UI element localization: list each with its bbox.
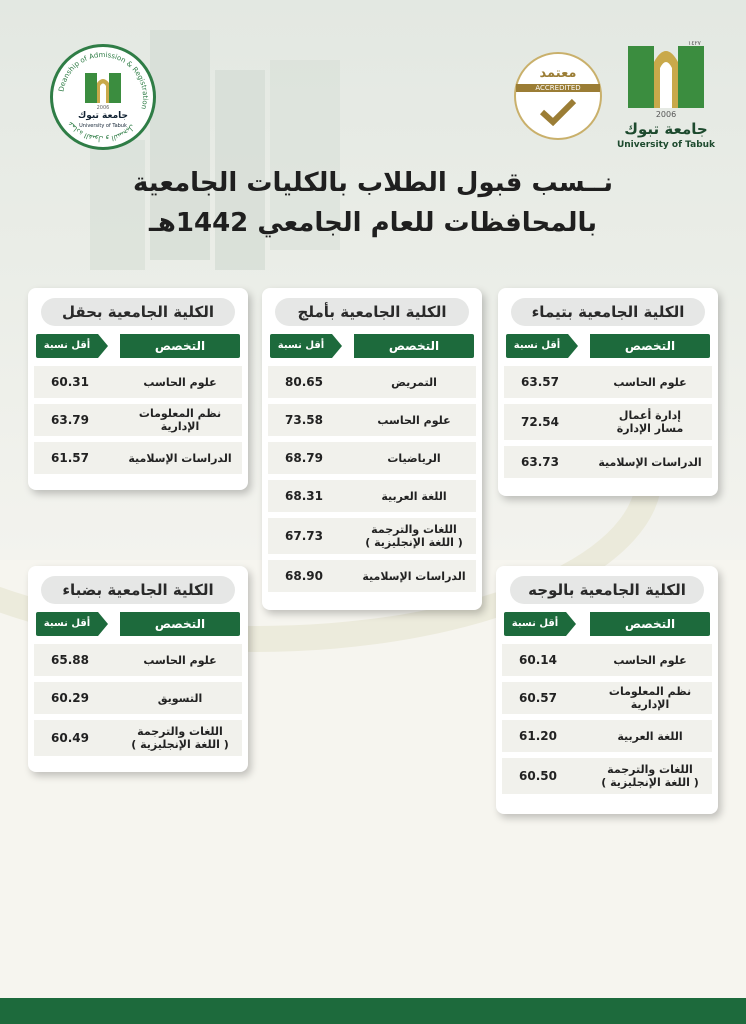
college-name: الكلية الجامعية بضباء <box>41 576 235 604</box>
table-row <box>502 682 712 714</box>
min-rate-value: 68.90 <box>285 569 323 583</box>
min-rate-value: 63.57 <box>521 375 559 389</box>
major-name: علوم الحاسب <box>143 653 217 667</box>
min-rate-header: أقل نسبة <box>36 334 98 358</box>
deanship-ring-arabic: عمادة القبول و التسجيل <box>65 119 137 144</box>
table-row <box>504 446 712 478</box>
major-header: التخصص <box>120 334 240 358</box>
min-rate-value: 60.31 <box>51 375 89 389</box>
min-rate-header: أقل نسبة <box>504 612 566 636</box>
table-row <box>504 366 712 398</box>
table-row <box>34 442 242 474</box>
min-rate-header: أقل نسبة <box>36 612 98 636</box>
accredited-english: ACCREDITED <box>516 84 600 92</box>
table-row <box>34 682 242 714</box>
major-name: اللغة العربية <box>381 489 447 503</box>
min-rate-header: أقل نسبة <box>270 334 332 358</box>
major-name: التسويق <box>157 691 203 705</box>
table-row <box>502 758 712 794</box>
major-name: اللغات والترجمة ( اللغة الإنجليزية ) <box>365 523 463 549</box>
major-name: علوم الحاسب <box>377 413 451 427</box>
min-rate-value: 80.65 <box>285 375 323 389</box>
university-arabic-name: جامعة تبوك <box>624 120 708 138</box>
college-name: الكلية الجامعية بالوجه <box>510 576 704 604</box>
table-header <box>270 334 474 358</box>
college-name: الكلية الجامعية بحقل <box>41 298 235 326</box>
min-rate-value: 73.58 <box>285 413 323 427</box>
min-rate-value: 60.29 <box>51 691 89 705</box>
table-row <box>268 480 476 512</box>
major-header: التخصص <box>590 612 710 636</box>
table-header <box>506 334 710 358</box>
college-name: الكلية الجامعية بأملج <box>275 298 469 326</box>
table-row <box>268 442 476 474</box>
min-rate-value: 68.31 <box>285 489 323 503</box>
table-header <box>36 612 240 636</box>
major-name: الدراسات الإسلامية <box>128 451 232 465</box>
min-rate-value: 68.79 <box>285 451 323 465</box>
min-rate-value: 72.54 <box>521 415 559 429</box>
accredited-arabic: معتمد <box>539 66 577 81</box>
min-rate-value: 61.57 <box>51 451 89 465</box>
university-hijri-year: ١٤٢٧ <box>688 40 701 47</box>
college-card-umluj <box>262 288 482 610</box>
major-name: اللغة العربية <box>617 729 683 743</box>
deanship-year: 2006 <box>96 105 110 111</box>
table-row <box>504 404 712 440</box>
min-rate-value: 65.88 <box>51 653 89 667</box>
accredited-seal <box>514 52 602 140</box>
min-rate-value: 61.20 <box>519 729 557 743</box>
college-card-duba <box>28 566 248 772</box>
major-name: علوم الحاسب <box>613 375 687 389</box>
min-rate-value: 60.14 <box>519 653 557 667</box>
university-gate-icon <box>85 73 121 103</box>
college-card-alwajh <box>496 566 718 814</box>
major-name: الدراسات الإسلامية <box>598 455 702 469</box>
deanship-university-name: University of Tabuk <box>79 123 127 129</box>
deanship-logo <box>50 44 156 150</box>
table-row <box>268 518 476 554</box>
deanship-ring-english: Deanship of Admission & Registration <box>57 50 150 111</box>
table-row <box>34 404 242 436</box>
checkmark-icon <box>538 98 578 126</box>
major-name: الدراسات الإسلامية <box>362 569 466 583</box>
college-name: الكلية الجامعية بتيماء <box>511 298 705 326</box>
background-building <box>90 140 145 270</box>
university-year: 2006 <box>655 110 677 119</box>
major-name: نظم المعلومات الإدارية <box>608 685 692 711</box>
table-header <box>504 612 710 636</box>
major-name: اللغات والترجمة ( اللغة الإنجليزية ) <box>601 763 699 789</box>
major-header: التخصص <box>120 612 240 636</box>
min-rate-header: أقل نسبة <box>506 334 568 358</box>
deanship-arabic-name: جامعة تبوك <box>77 111 129 121</box>
min-rate-value: 63.73 <box>521 455 559 469</box>
footer-bar <box>0 998 746 1024</box>
major-name: الرياضيات <box>387 451 441 465</box>
major-name: نظم المعلومات الإدارية <box>138 407 222 433</box>
page-title: نــسب قبول الطلاب بالكليات الجامعية <box>133 168 613 198</box>
university-logo <box>616 40 716 150</box>
table-header <box>36 334 240 358</box>
college-card-tayma <box>498 288 718 496</box>
university-english-name: University of Tabuk <box>616 140 716 150</box>
major-name: إدارة أعمال مسار الإدارة <box>616 409 684 435</box>
major-header: التخصص <box>590 334 710 358</box>
table-row <box>34 644 242 676</box>
table-row <box>268 366 476 398</box>
major-header: التخصص <box>354 334 474 358</box>
table-row <box>268 404 476 436</box>
table-row <box>268 560 476 592</box>
major-name: علوم الحاسب <box>613 653 687 667</box>
min-rate-value: 60.50 <box>519 769 557 783</box>
min-rate-value: 60.49 <box>51 731 89 745</box>
min-rate-value: 67.73 <box>285 529 323 543</box>
table-row <box>34 720 242 756</box>
college-card-haql <box>28 288 248 490</box>
min-rate-value: 63.79 <box>51 413 89 427</box>
page-subtitle: بالمحافظات للعام الجامعي 1442هـ <box>148 208 598 238</box>
university-gate-icon <box>624 40 708 108</box>
min-rate-value: 60.57 <box>519 691 557 705</box>
table-row <box>502 720 712 752</box>
table-row <box>34 366 242 398</box>
table-row <box>502 644 712 676</box>
major-name: علوم الحاسب <box>143 375 217 389</box>
major-name: التمريض <box>391 375 437 389</box>
major-name: اللغات والترجمة ( اللغة الإنجليزية ) <box>131 725 229 751</box>
